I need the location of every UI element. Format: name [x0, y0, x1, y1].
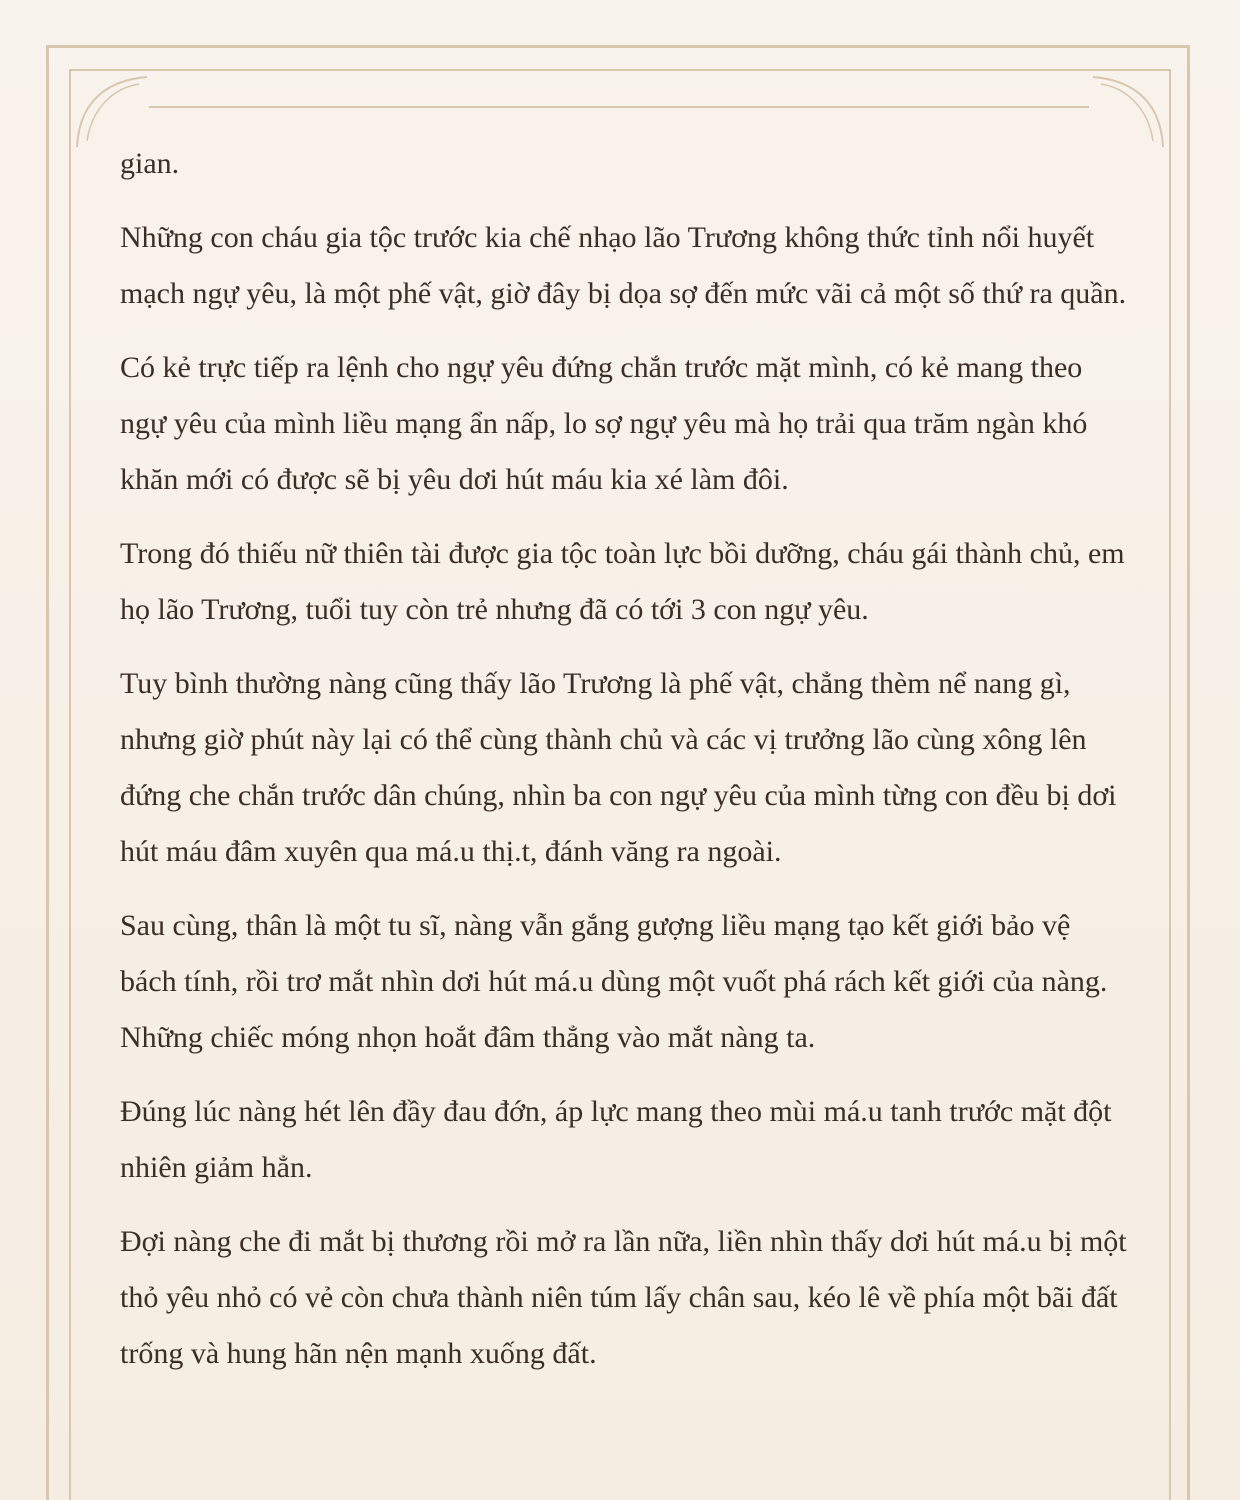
paragraph: Tuy bình thường nàng cũng thấy lão Trương là phế vật, chẳng thèm nể nang gì, nhưng giờ phút này lại có thể cùng thành chủ và các vị trưởng lão cùng xông lên đứng che chắn trước dân chúng, nhìn ba con ngự yêu của mình từng con đều bị dơi hút máu đâm xuyên qua má.u thị.t, đánh văng ra ngoài.	[120, 667, 1117, 868]
paragraph: Đợi nàng che đi mắt bị thương rồi mở ra lần nữa, liền nhìn thấy dơi hút má.u bị một thỏ yêu nhỏ có vẻ còn chưa thành niên túm lấy chân sau, kéo lê về phía một bãi đất trống và hung hãn nện mạnh xuống đất.	[120, 1225, 1127, 1370]
paragraph: gian.	[120, 147, 180, 180]
paragraph: Có kẻ trực tiếp ra lệnh cho ngự yêu đứng chắn trước mặt mình, có kẻ mang theo ngự yêu của mình liều mạng ẩn nấp, lo sợ ngự yêu mà họ trải qua trăm ngàn khó khăn mới có được sẽ bị yêu dơi hút máu kia xé làm đôi.	[120, 351, 1088, 496]
paragraph: Sau cùng, thân là một tu sĩ, nàng vẫn gắng gượng liều mạng tạo kết giới bảo vệ bách tính, rồi trơ mắt nhìn dơi hút má.u dùng một vuốt phá rách kết giới của nàng. Những chiếc móng nhọn hoắt đâm thẳng vào mắt nàng ta.	[120, 909, 1108, 1054]
paragraph: Đúng lúc nàng hét lên đầy đau đớn, áp lực mang theo mùi má.u tanh trước mặt đột nhiên giảm hẳn.	[120, 1095, 1112, 1184]
paragraph: Trong đó thiếu nữ thiên tài được gia tộc toàn lực bồi dưỡng, cháu gái thành chủ, em họ lão Trương, tuổi tuy còn trẻ nhưng đã có tới 3 con ngự yêu.	[120, 537, 1125, 626]
article-body	[120, 136, 1130, 1400]
paragraph: Những con cháu gia tộc trước kia chế nhạo lão Trương không thức tỉnh nổi huyết mạch ngự yêu, là một phế vật, giờ đây bị dọa sợ đến mức vãi cả một số thứ ra quần.	[120, 221, 1127, 310]
